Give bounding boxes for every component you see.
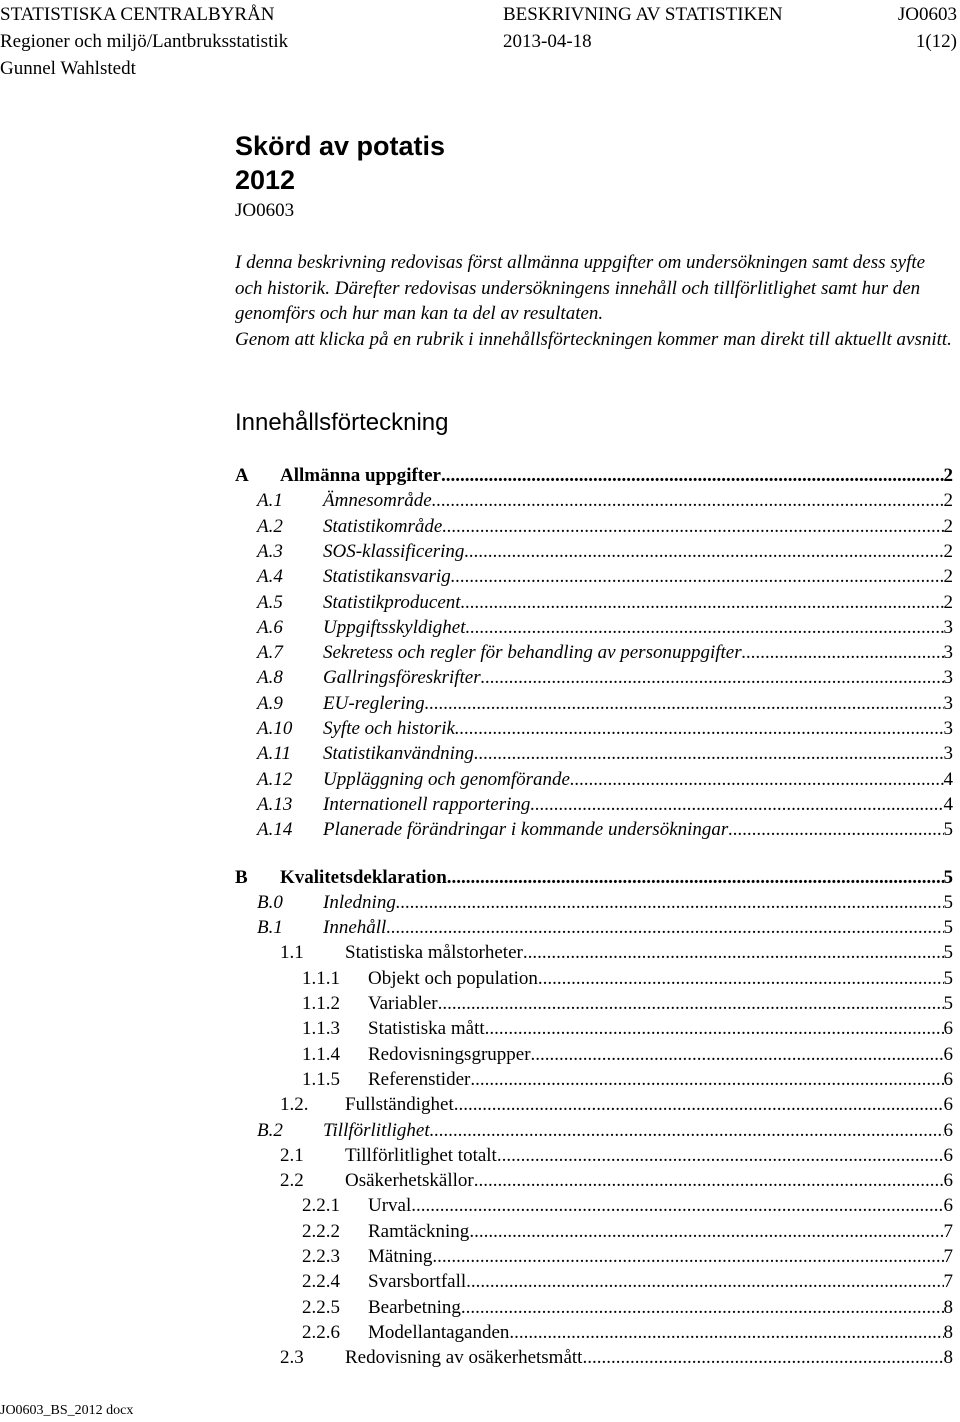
toc-entry-number: 2.2: [280, 1170, 304, 1192]
toc-entry-title: Uppläggning och genomförande: [323, 768, 570, 790]
toc-entry-number: 1.1.3: [302, 1018, 340, 1040]
toc-entry-title: Uppgiftsskyldighet: [323, 616, 466, 638]
toc-entry[interactable]: [235, 1193, 953, 1218]
toc-entry-page: 6: [943, 1043, 953, 1065]
toc-entry-title: Statistikanvändning: [323, 743, 474, 765]
toc-entry-number: A.6: [257, 616, 283, 638]
toc-entry-number: A.9: [257, 692, 283, 714]
toc-leader-dots: [742, 640, 944, 665]
toc-entry-title: SOS-klassificering: [323, 540, 465, 562]
toc-entry-number: B.0: [257, 891, 283, 913]
toc-entry-number: 1.1: [280, 942, 304, 964]
toc-entry-title: EU-reglering: [323, 692, 425, 714]
toc-entry-title: Internationell rapportering: [323, 793, 531, 815]
toc-leader-dots: [461, 590, 944, 615]
toc-entry-title: Tillförlitlighet totalt: [345, 1144, 497, 1166]
toc-entry-page: 2: [943, 540, 953, 562]
toc-entry-page: 8: [943, 1347, 953, 1369]
toc-entry-number: B: [235, 866, 248, 888]
toc-entry[interactable]: [235, 1244, 953, 1269]
toc-leader-dots: [538, 966, 944, 991]
header-department: Regioner och miljö/Lantbruksstatistik: [0, 31, 289, 52]
toc-entry-title: Statistiska målstorheter: [345, 942, 523, 964]
toc-entry-number: A.13: [257, 793, 293, 815]
toc-entry-number: A.11: [257, 743, 291, 765]
toc-entry[interactable]: [235, 966, 953, 991]
header-date: 2013-04-18: [503, 31, 592, 52]
toc-entry[interactable]: [235, 691, 953, 716]
toc-leader-dots: [570, 767, 944, 792]
toc-entry[interactable]: [235, 1042, 953, 1067]
document-year: 2012: [235, 165, 296, 195]
toc-leader-dots: [523, 940, 944, 965]
toc-entry-number: 1.1.2: [302, 993, 340, 1014]
toc-entry-page: 5: [943, 942, 953, 964]
toc-entry-title: Mätning: [368, 1246, 433, 1267]
toc-leader-dots: [474, 741, 944, 766]
toc-entry[interactable]: [235, 1219, 953, 1244]
toc-leader-dots: [451, 564, 944, 589]
toc-leader-dots: [396, 890, 944, 915]
toc-entry[interactable]: [235, 991, 953, 1016]
toc-entry-title: Statistikproducent: [323, 591, 461, 613]
toc-entry-title: Inledning: [323, 891, 396, 913]
toc-entry[interactable]: [235, 1092, 953, 1117]
toc-entry-title: Osäkerhetskällor: [345, 1170, 474, 1192]
toc-entry-page: 3: [943, 616, 953, 638]
toc-entry[interactable]: [235, 1118, 953, 1143]
toc-entry-page: 3: [943, 667, 953, 689]
toc-leader-dots: [466, 1269, 943, 1294]
toc-leader-dots: [485, 1016, 944, 1041]
toc-entry-number: B.2: [257, 1119, 283, 1141]
toc-leader-dots: [432, 488, 944, 513]
toc-entry-page: 6: [943, 1068, 953, 1090]
toc-entry[interactable]: [235, 915, 953, 940]
toc-entry-number: 2.3: [280, 1347, 304, 1369]
toc-leader-dots: [497, 1143, 944, 1168]
toc-entry-title: Ämnesområde: [323, 490, 432, 512]
toc-leader-dots: [461, 1295, 944, 1320]
toc-entry-title: Tillförlitlighet: [323, 1119, 430, 1141]
toc-entry-page: 8: [943, 1296, 953, 1318]
toc-entry-title: Redovisning av osäkerhetsmått: [345, 1347, 583, 1369]
toc-entry-page: 3: [943, 642, 953, 664]
toc-entry-page: 3: [943, 692, 953, 714]
toc-entry-number: 2.2.6: [302, 1321, 340, 1343]
footer-filename: JO0603_BS_2012 docx: [0, 1403, 134, 1418]
toc-entry-number: 2.2.2: [302, 1220, 340, 1242]
toc-entry-title: Statistikansvarig: [323, 566, 451, 588]
toc-leader-dots: [470, 1067, 943, 1092]
toc-entry-title: Variabler: [368, 993, 438, 1014]
toc-entry[interactable]: [235, 514, 953, 539]
toc-entry[interactable]: [235, 1345, 953, 1370]
toc-entry-number: A.2: [257, 515, 283, 537]
header-doc-type: BESKRIVNING AV STATISTIKEN: [503, 4, 783, 25]
toc-entry-title: Statistiska mått: [368, 1018, 485, 1040]
toc-heading: Innehållsförteckning: [235, 409, 449, 436]
toc-entry-title: Allmänna uppgifter: [280, 465, 441, 486]
toc-entry-title: Redovisningsgrupper: [368, 1043, 531, 1065]
toc-entry-page: 6: [943, 1195, 953, 1217]
toc-leader-dots: [430, 1118, 944, 1143]
toc-entry-number: 2.1: [280, 1144, 304, 1166]
toc-leader-dots: [509, 1320, 943, 1345]
toc-leader-dots: [728, 817, 943, 842]
toc-leader-dots: [464, 539, 943, 564]
toc-entry-number: A.8: [257, 667, 283, 689]
toc-entry[interactable]: [235, 488, 953, 513]
toc-leader-dots: [465, 615, 943, 640]
toc-entry[interactable]: [235, 890, 953, 915]
toc-entry-number: 1.1.4: [302, 1043, 340, 1065]
toc-entry-number: 2.2.5: [302, 1296, 340, 1318]
toc-entry[interactable]: [235, 1143, 953, 1168]
toc-entry-title: Statistikområde: [323, 515, 443, 537]
toc-entry[interactable]: [235, 792, 953, 817]
toc-entry-page: 2: [943, 490, 953, 512]
toc-entry-number: B.1: [257, 917, 283, 939]
toc-entry-page: 5: [943, 967, 953, 989]
header-page-count: 1(12): [915, 31, 957, 52]
toc-entry-title: Gallringsföreskrifter: [323, 667, 481, 689]
toc-leader-dots: [582, 1345, 943, 1370]
toc-entry[interactable]: [235, 640, 953, 665]
toc-entry[interactable]: [235, 1269, 953, 1294]
toc-entry-page: 7: [943, 1271, 953, 1293]
toc-entry-title: Planerade förändringar i kommande undersökningar: [323, 819, 729, 841]
header-right: [898, 3, 957, 57]
toc-entry[interactable]: [235, 817, 953, 842]
toc-entry-number: 2.2.4: [302, 1271, 340, 1293]
toc-leader-dots: [442, 514, 943, 539]
toc-entry[interactable]: [235, 865, 953, 890]
toc-leader-dots: [411, 1193, 943, 1218]
toc-entry[interactable]: [235, 539, 953, 564]
toc-entry[interactable]: [235, 1295, 953, 1320]
toc-entry-title: Ramtäckning: [368, 1220, 470, 1242]
header-author: Gunnel Wahlstedt: [0, 58, 136, 79]
toc-entry-title: Sekretess och regler för behandling av personuppgifter: [323, 642, 742, 664]
toc-entry-page: 2: [943, 515, 953, 537]
toc-entry[interactable]: [235, 716, 953, 741]
toc-entry-page: 6: [943, 1170, 953, 1192]
toc-entry-title: Fullständighet: [345, 1094, 454, 1116]
toc-entry[interactable]: [235, 615, 953, 640]
toc-entry[interactable]: [235, 1067, 953, 1092]
toc-entry-page: 2: [943, 566, 953, 588]
toc-leader-dots: [386, 915, 943, 940]
toc-entry[interactable]: [235, 665, 953, 690]
toc-leader-dots: [530, 792, 943, 817]
toc-entry[interactable]: [235, 741, 953, 766]
toc-entry-page: 8: [943, 1321, 953, 1343]
header-code: JO0603: [897, 4, 957, 25]
toc-entry-title: Bearbetning: [368, 1296, 461, 1318]
toc-entry-number: 1.1.1: [302, 967, 340, 989]
toc-entry[interactable]: [235, 590, 953, 615]
toc-entry-title: Modellantaganden: [368, 1321, 510, 1343]
toc-entry-page: 5: [943, 819, 953, 841]
toc-entry-page: 4: [943, 768, 953, 790]
toc-entry-title: Objekt och population: [368, 967, 538, 989]
toc-leader-dots: [469, 1219, 943, 1244]
toc-entry-page: 6: [943, 1018, 953, 1040]
toc-entry-page: 4: [943, 793, 953, 815]
toc-leader-dots: [455, 716, 944, 741]
toc-leader-dots: [481, 665, 944, 690]
toc-entry-number: A: [235, 465, 249, 486]
toc-entry-page: 6: [943, 1144, 953, 1166]
toc-leader-dots: [441, 463, 944, 488]
toc-entry-page: 7: [943, 1246, 953, 1267]
toc-entry-number: 1.2.: [280, 1094, 309, 1116]
intro-text: [235, 250, 955, 352]
toc-leader-dots: [454, 1092, 944, 1117]
toc-leader-dots: [531, 1042, 944, 1067]
toc-entry-title: Kvalitetsdeklaration: [280, 866, 447, 888]
toc-entry-title: Referenstider: [368, 1068, 471, 1090]
toc-leader-dots: [474, 1168, 944, 1193]
toc-entry-number: 1.1.5: [302, 1068, 340, 1090]
document-title: Skörd av potatis: [235, 131, 446, 161]
toc-leader-dots: [447, 865, 944, 890]
toc-entry-page: 6: [943, 1094, 953, 1116]
toc-entry-number: A.10: [257, 718, 293, 739]
toc-entry-number: A.5: [257, 591, 283, 613]
toc-entry-number: A.4: [257, 566, 283, 588]
toc-entry-page: 5: [943, 866, 953, 888]
toc-entry-number: A.3: [257, 540, 283, 562]
toc-entry[interactable]: [235, 463, 953, 488]
toc-entry-page: 3: [943, 718, 953, 739]
toc-leader-dots: [438, 991, 944, 1016]
toc-entry[interactable]: [235, 564, 953, 589]
toc-entry-number: A.7: [257, 642, 283, 664]
toc-entry[interactable]: [235, 940, 953, 965]
toc-entry-page: 3: [943, 743, 953, 765]
toc-entry[interactable]: [235, 1168, 953, 1193]
toc-leader-dots: [425, 691, 944, 716]
toc-entry-page: 2: [943, 591, 953, 613]
toc-entry-page: 2: [943, 465, 953, 486]
toc-entry-number: 2.2.3: [302, 1246, 340, 1267]
intro-paragraph-1: I denna beskrivning redovisas först allmänna uppgifter om undersökningen samt dess syfte och historik. Därefter redovisas undersökningens innehåll och tillförlitlighet samt hur den genomförs och hur man kan ta del av resultaten.: [235, 252, 926, 324]
toc-entry[interactable]: [235, 1320, 953, 1345]
toc-entry[interactable]: [235, 767, 953, 792]
toc-entry-title: Syfte och historik: [323, 718, 455, 739]
toc-entry-number: A.12: [257, 768, 293, 790]
toc-entry-page: 7: [943, 1220, 953, 1242]
toc-entry-page: 5: [943, 993, 953, 1014]
toc-entry-title: Innehåll: [323, 917, 387, 939]
toc-entry-page: 5: [943, 917, 953, 939]
toc-entry-title: Urval: [368, 1195, 412, 1217]
intro-paragraph-2: Genom att klicka på en rubrik i innehållsförteckningen kommer man direkt till aktuellt avsnitt.: [235, 328, 952, 350]
toc-entry-number: 2.2.1: [302, 1195, 340, 1217]
toc-entry-page: 5: [943, 891, 953, 913]
toc-leader-dots: [432, 1244, 943, 1269]
header-organization: STATISTISKA CENTRALBYRÅN: [0, 4, 275, 25]
toc-entry-number: A.1: [257, 490, 283, 512]
header-middle: [503, 3, 783, 57]
toc-entry-page: 6: [943, 1119, 953, 1141]
toc-entry-title: Svarsbortfall: [368, 1271, 467, 1293]
header-left: [0, 3, 288, 84]
document-code: JO0603: [235, 200, 295, 221]
toc-entry[interactable]: [235, 1016, 953, 1041]
toc-entry-number: A.14: [257, 819, 293, 841]
